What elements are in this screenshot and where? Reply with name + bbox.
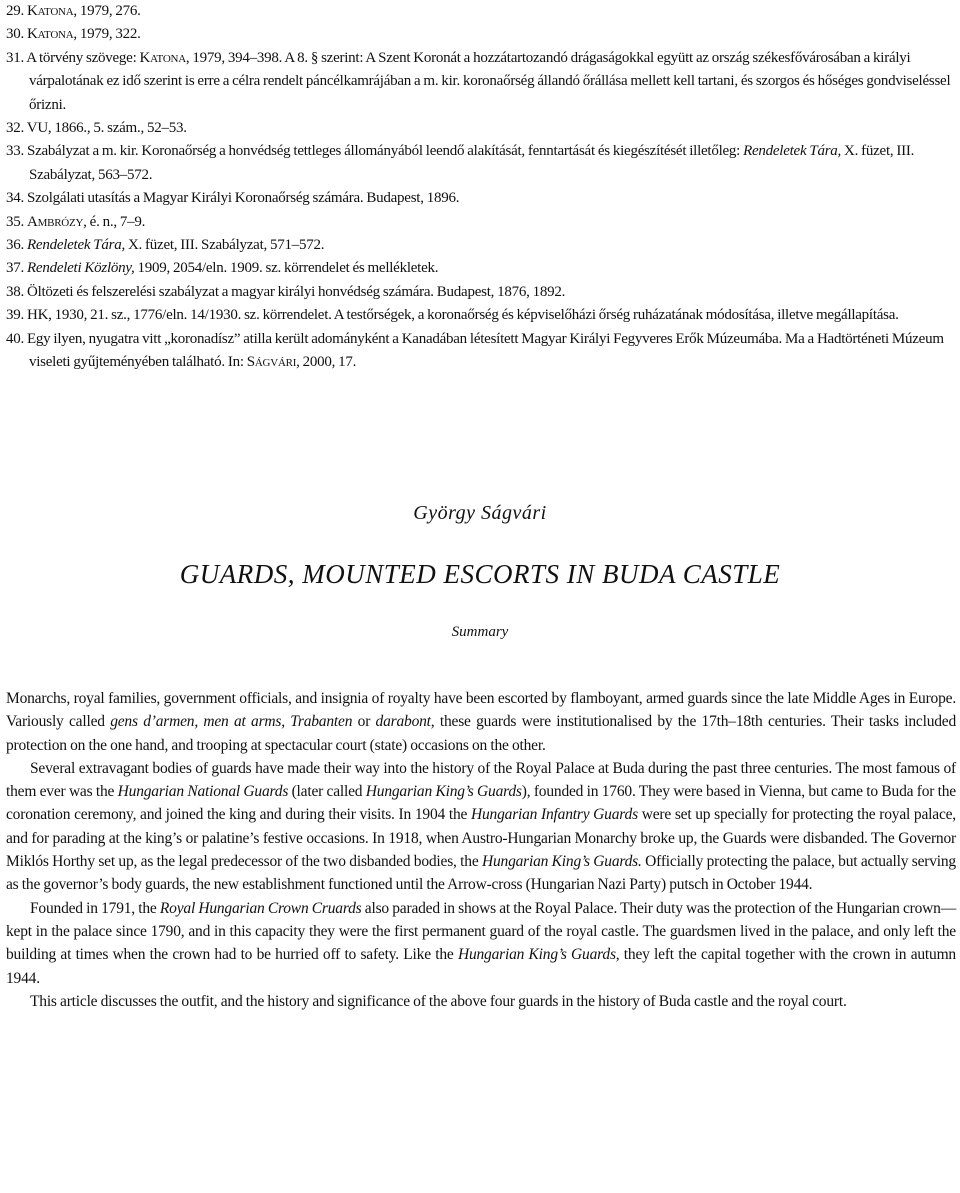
summary-paragraph [6, 990, 956, 1013]
text-run: Officially protecting the palace, but actually serving as the governor’s body guards, the new establishment functioned until the Arrow-cross (Hungarian Nazi Party) putsch in October 1944. [6, 853, 956, 894]
footnote [6, 187, 956, 210]
footnote-number: 35. [6, 213, 24, 230]
summary-body [6, 687, 956, 1013]
footnotes [6, 0, 956, 375]
footnote [6, 47, 956, 117]
text-run: Hungarian King’s Guards [365, 783, 522, 801]
text-run: A törvény szövege: [26, 49, 140, 66]
text-run: Katona [27, 26, 74, 43]
article-title: GUARDS, MOUNTED ESCORTS IN BUDA CASTLE [179, 559, 781, 589]
footnote-number: 32. [6, 120, 24, 137]
summary-paragraph [6, 687, 956, 757]
text-run: Monarchs, royal families, government officials, and insignia of royalty have been escorted by flamboyant, armed guards since the late Middle Ages in Europe. Variously called [6, 690, 956, 731]
footnote-number: 38. [6, 283, 24, 300]
footnote-number: 37. [6, 260, 24, 277]
text-run: Rendeleti Közlöny, [27, 260, 135, 277]
footnote-number: 34. [6, 190, 24, 207]
footnote [6, 23, 956, 46]
text-run: , é. n., 7–9. [83, 213, 146, 230]
text-run: Royal Hungarian Crown Cruards [159, 899, 362, 917]
footnote-number: 36. [6, 237, 24, 254]
text-run: , 1979, 322. [73, 26, 141, 43]
text-run: or [352, 713, 376, 731]
text-run: Katona [139, 49, 186, 66]
text-run: Egy ilyen, nyugatra vitt „koronadísz” atilla került adományként a Kanadában létesített Magyar Királyi Fegyveres Erők Múzeumába. Ma a Hadtörténeti Múzeum viseleti gyűjteményében található. In: [27, 330, 944, 371]
footnote-number: 31. [6, 49, 24, 66]
text-run: Szabályzat a m. kir. Koronaőrség a honvédség tettleges állományából leendő alakítását, fenntartását és kiegészítését illetőleg: [27, 143, 744, 160]
text-run: were set up specially for protecting the royal palace, and for parading at the king’s or palatine’s festive occasions. In 1918, when Austro-Hungarian Monarchy broke up, the Guards were disbanded. The Governor Miklós Horthy set up, as the legal predecessor of the two disbanded bodies, the [6, 806, 956, 871]
footnote [6, 257, 956, 280]
text-run: X. füzet, III. Szabályzat, 563–572. [29, 143, 915, 183]
text-run: Rendeletek Tára, [743, 143, 842, 160]
text-run: Several extravagant bodies of guards have made their way into the history of the Royal Palace at Buda during the past three centuries. The most famous of them ever was the [6, 759, 956, 801]
text-run: Ambrózy [27, 213, 84, 230]
text-run: VU, 1866., 5. szám., 52–53. [26, 120, 187, 137]
footnote [6, 304, 956, 327]
summary-paragraph [6, 757, 956, 897]
text-run: Hungarian National Guards [117, 783, 289, 801]
footnote [6, 0, 956, 23]
footnote-number: 39. [6, 307, 24, 324]
text-run: Öltözeti és felszerelési szabályzat a magyar királyi honvédség számára. Budapest, 1876, 1892. [27, 283, 566, 300]
footnote-number: 29. [6, 3, 24, 19]
text-run: , 1979, 394–398. A 8. § szerint: A Szent Koronát a hozzátartozandó drágaságokkal együtt az ország székesfővárosában a királyi várpalotának ez idő szerint is erre a célra rendelt páncélkamrájában a m. kir. koronaőrség állandó őrállása mellett kell tartani, és szorgos és hőséges gondviseléssel őrizni. [29, 49, 951, 113]
text-run: 1909, 2054/eln. 1909. sz. körrendelet és mellékletek. [134, 260, 439, 277]
footnote-number: 33. [6, 143, 24, 160]
author-name: György Ságvári [413, 502, 547, 524]
text-run: also paraded in shows at the Royal Palace. Their duty was the protection of the Hungarian crown—kept in the palace since 1790, and in this capacity they were the first permanent guard of the royal castle. The guardsmen lived in the palace, and only left the building at times when the crown had to be hurried off to safety. Like the [6, 899, 956, 964]
text-run: Founded in 1791, the [30, 899, 160, 917]
text-run: these guards were institutionalised by the 17th–18th centuries. Their tasks included protection on the one hand, and trooping at spectacular court (state) occasions on the other. [6, 713, 957, 754]
footnote [6, 140, 956, 187]
footnote [6, 117, 956, 140]
footnote [6, 281, 956, 304]
text-run: they left the capital together with the crown in autumn 1944. [6, 946, 956, 987]
footnote [6, 234, 956, 257]
text-run: , 1979, 276. [73, 3, 141, 19]
text-run: Hungarian King’s Guards, [457, 946, 620, 964]
summary-heading: Summary [451, 624, 509, 640]
text-run: darabont, [375, 713, 435, 731]
footnote-number: 40. [6, 330, 24, 347]
text-run: , 2000, 17. [296, 354, 357, 371]
text-run: Hungarian King’s Guards. [481, 853, 642, 871]
text-run: gens d’armen, men at arms, Trabanten [110, 713, 353, 731]
text-run: (later called [288, 783, 366, 801]
text-run: Ságvári [246, 354, 297, 371]
text-run: Szolgálati utasítás a Magyar Királyi Koronaőrség számára. Budapest, 1896. [27, 190, 460, 207]
text-run: X. füzet, III. Szabályzat, 571–572. [124, 237, 325, 254]
text-run: HK, 1930, 21. sz., 1776/eln. 14/1930. sz. körrendelet. A testőrségek, a koronaőrség és képviselőházi őrség ruházatának módosítása, illetve megállapítása. [27, 307, 899, 324]
footnote-number: 30. [6, 26, 24, 43]
summary-paragraph [6, 897, 956, 990]
text-run: ), founded in 1760. They were based in Vienna, but came to Buda for the coronation ceremony, and joined the king and during their visits. In 1904 the [6, 783, 956, 824]
text-run: This article discusses the outfit, and the history and significance of the above four guards in the history of Buda castle and the royal court. [30, 992, 847, 1010]
footnote [6, 211, 956, 234]
footnote [6, 328, 956, 375]
text-run: Katona [27, 3, 74, 19]
text-run: Rendeletek Tára, [27, 237, 125, 254]
text-run: Hungarian Infantry Guards [471, 806, 638, 824]
